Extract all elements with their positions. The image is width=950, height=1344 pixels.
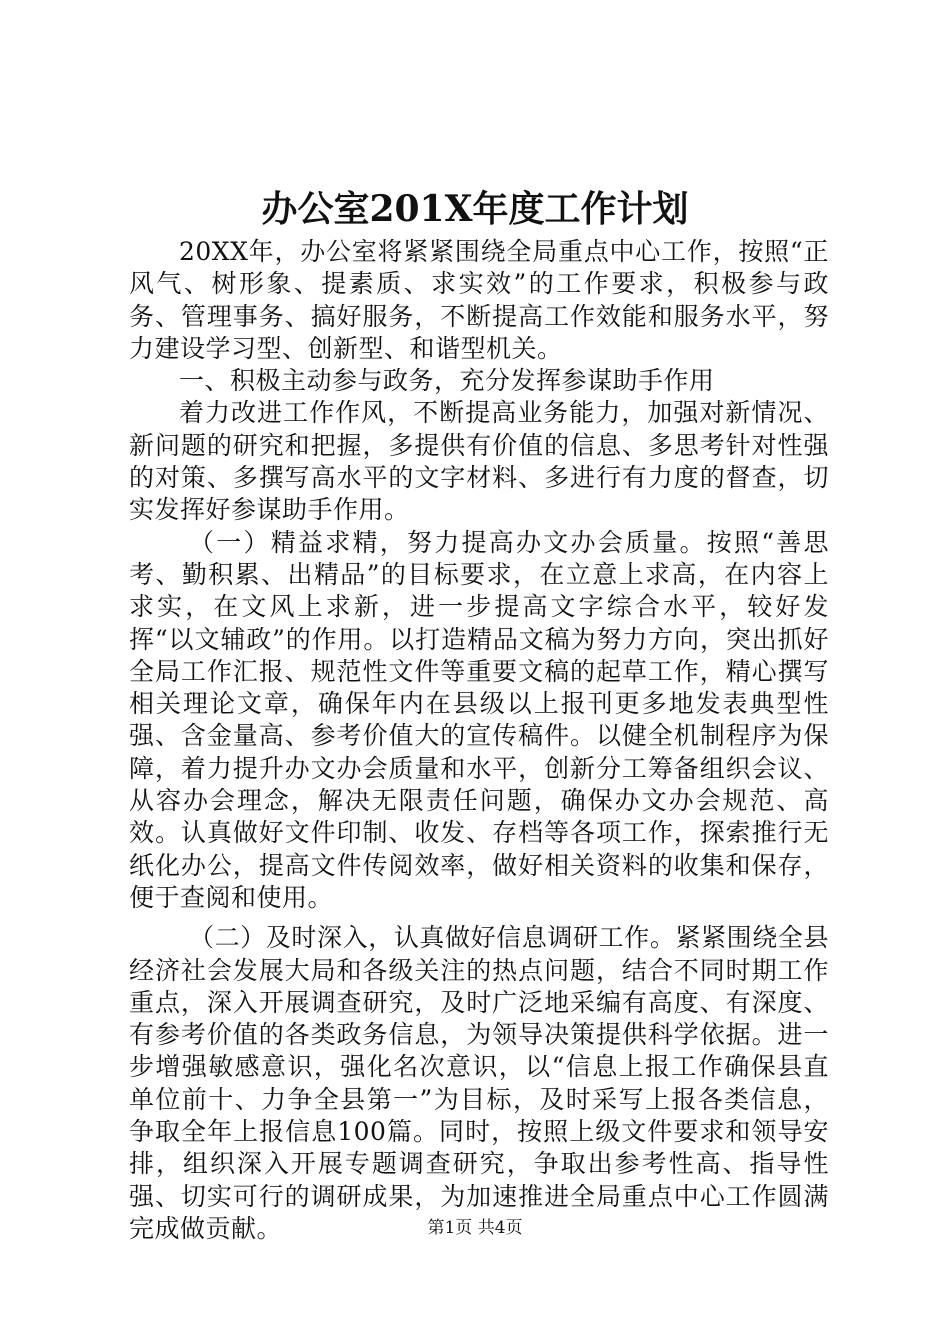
document-title: 办公室201X年度工作计划 [261,188,689,230]
section-heading-1: 一、积极主动参与政务，充分发挥参谋助手作用 [179,366,715,396]
page-footer: 第1页 共4页 [427,1218,523,1238]
document-body [129,236,829,1245]
subsection-1-paragraph: （一）精益求精，努力提高办文办会质量。按照“善思考、勤积累、出精品”的目标要求，在立意上求高，在内容上求实，在文风上求新，进一步提高文字综合水平，较好发挥“以文辅政”的作用。以打造精品文稿为努力方向，突出抓好全局工作汇报、规范性文件等重要文稿的起草工作，精心撰写相关理论文章，确保年内在县级以上报刊更多地发表典型性强、含金量高、参考价值大的宣传稿件。以健全机制程序为保障，着力提升办文办会质量和水平，创新分工筹备组织会议、从容办会理念，解决无限责任问题，确保办文办会规范、高效。认真做好文件印制、收发、存档等各项工作，探索推行无纸化办公，提高文件传阅效率，做好相关资料的收集和保存，便于查阅和使用。 [129,527,829,912]
subsection-2-paragraph: （二）及时深入，认真做好信息调研工作。紧紧围绕全县经济社会发展大局和各级关注的热点问题，结合不同时期工作重点，深入开展调查研究，及时广泛地采编有高度、有深度、有参考价值的各类政务信息，为领导决策提供科学依据。进一步增强敏感意识，强化名次意识，以“信息上报工作确保县直单位前十、力争全县第一”为目标，及时采写上报各类信息，争取全年上报信息100篇。同时，按照上级文件要求和领导安排，组织深入开展专题调查研究，争取出参考性高、指导性强、切实可行的调研成果，为加速推进全局重点中心工作圆满完成做贡献。 [129,923,829,1243]
section-1-paragraph: 着力改进工作作风，不断提高业务能力，加强对新情况、新问题的研究和把握，多提供有价值的信息、多思考针对性强的对策、多撰写高水平的文字材料、多进行有力度的督查，切实发挥好参谋助手作用。 [129,398,829,525]
intro-paragraph: 20XX年，办公室将紧紧围绕全局重点中心工作，按照“正风气、树形象、提素质、求实效”的工作要求，积极参与政务、管理事务、搞好服务，不断提高工作效能和服务水平，努力建设学习型、创新型、和谐型机关。 [129,237,829,363]
